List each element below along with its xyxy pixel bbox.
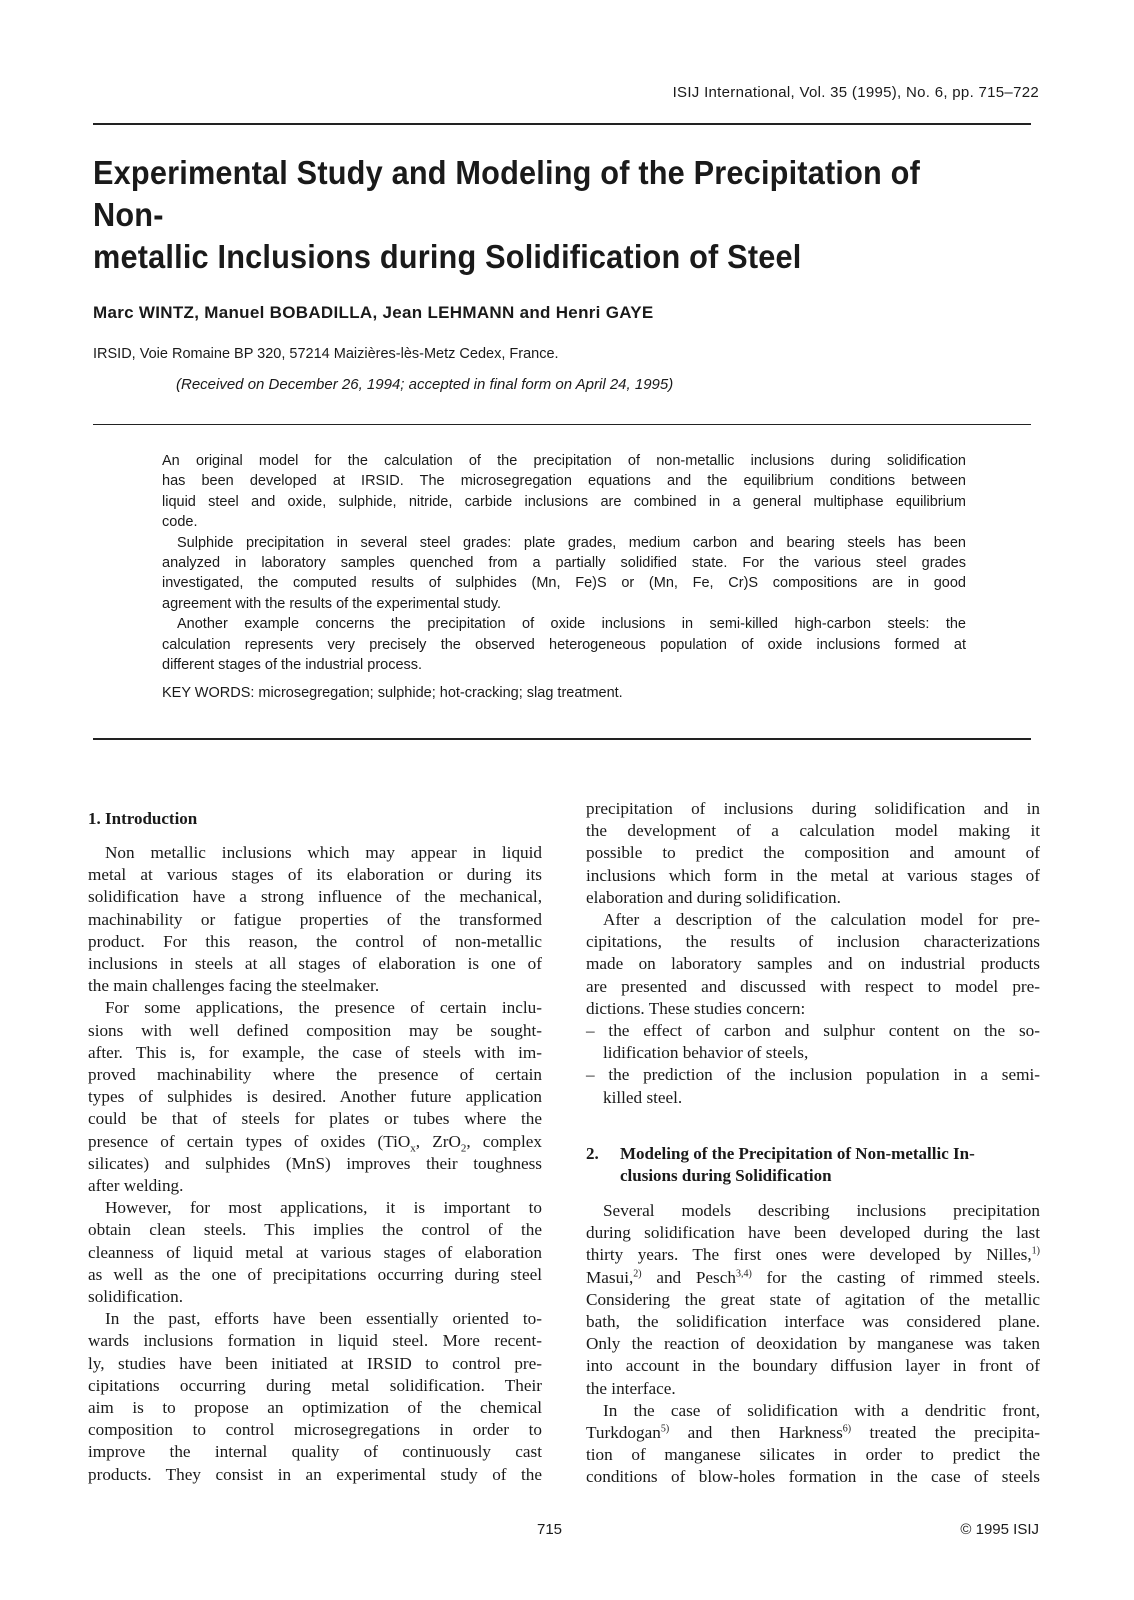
body-line: Only the reaction of deoxidation by manganese was taken: [586, 1334, 1040, 1354]
abstract-line: has been developed at IRSID. The microsegregation equations and the equilibrium conditions between: [162, 473, 966, 490]
body-line: proved machinability where the presence of certain: [88, 1065, 542, 1085]
body-line: product. For this reason, the control of non-metallic: [88, 931, 542, 951]
body-line: could be that of steels for plates or tubes where the: [88, 1109, 542, 1129]
body-line: silicates) and sulphides (MnS) improves their toughness: [88, 1153, 542, 1173]
abstract-line: Sulphide precipitation in several steel grades: plate grades, medium carbon and bearing steels has been: [177, 534, 966, 551]
body-line: For some applications, the presence of certain inclu-: [105, 998, 542, 1018]
author-list: Marc WINTZ, Manuel BOBADILLA, Jean LEHMANN and Henri GAYE: [93, 303, 654, 322]
body-line: the development of a calculation model making it: [586, 821, 1040, 841]
abstract-line: different stages of the industrial process.: [162, 657, 423, 674]
body-line: after. This is, for example, the case of steels with im-: [88, 1042, 542, 1062]
title-line: metallic Inclusions during Solidification of Steel: [93, 238, 802, 275]
body-line: the interface.: [586, 1378, 676, 1398]
body-line: cleanness of liquid metal at various stages of elaboration: [88, 1242, 542, 1262]
subscript: x: [410, 1142, 416, 1155]
citation: 5): [660, 1423, 670, 1435]
body-line: dictions. These studies concern:: [586, 998, 806, 1018]
body-line: Considering the great state of agitation of the metallic: [586, 1289, 1040, 1309]
citation: 1): [1031, 1245, 1040, 1257]
right-column-text: [586, 798, 1040, 1109]
body-line: [88, 1131, 542, 1153]
left-column-text: [88, 842, 542, 1486]
abstract-line: analyzed in laboratory samples quenched from a partially solidified state. For the various steel grades: [162, 555, 966, 572]
body-line: elaboration and during solidification.: [586, 887, 841, 907]
abstract-line: investigated, the computed results of sulphides (Mn, Fe)S or (Mn, Fe, Cr)S compositions are in good: [162, 575, 966, 592]
body-line: aim is to propose an optimization of the chemical: [88, 1398, 542, 1418]
list-item: – the effect of carbon and sulphur content on the so-: [586, 1021, 1040, 1041]
header-rule: [93, 123, 1031, 125]
body-line: types of sulphides is desired. Another future application: [88, 1087, 542, 1107]
subscript: 2: [460, 1142, 467, 1155]
abstract-line: liquid steel and oxide, sulphide, nitride, carbide inclusions are combined in a general multiphase equilibrium: [162, 493, 966, 510]
section-heading-line: Modeling of the Precipitation of Non-metallic In-: [620, 1144, 975, 1163]
list-item-continuation: killed steel.: [603, 1087, 683, 1107]
abstract-line: An original model for the calculation of the precipitation of non-metallic inclusions during solidification: [162, 453, 966, 469]
body-line: conditions of blow-holes formation in the case of steels: [586, 1467, 1040, 1487]
journal-reference: ISIJ International, Vol. 35 (1995), No. 6, pp. 715–722: [672, 84, 1039, 101]
copyright-notice: © 1995 ISIJ: [960, 1521, 1039, 1538]
list-item-continuation: lidification behavior of steels,: [603, 1043, 809, 1063]
body-line: [586, 1267, 1040, 1289]
text-run: , complex: [466, 1131, 542, 1151]
body-line: tion of manganese silicates in order to predict the: [586, 1445, 1040, 1465]
body-line: obtain clean steels. This implies the control of the: [88, 1220, 542, 1240]
text-run: treated the precipita-: [851, 1423, 1040, 1443]
body-line: Several models describing inclusions precipitation: [603, 1201, 1040, 1220]
body-line: possible to predict the composition and amount of: [586, 843, 1040, 863]
body-line: after welding.: [88, 1176, 184, 1196]
body-line: made on laboratory samples and on industrial products: [586, 954, 1040, 974]
text-run: and Pesch: [641, 1267, 736, 1287]
citation: 2): [633, 1267, 642, 1279]
text-run: , ZrO: [415, 1131, 461, 1151]
received-dates: (Received on December 26, 1994; accepted in final form on April 24, 1995): [176, 376, 674, 393]
section-number: 2.: [586, 1144, 599, 1163]
body-line: [586, 1422, 1040, 1444]
abstract-bottom-rule: [93, 738, 1031, 740]
citation: 3,4): [735, 1267, 752, 1279]
text-run: and then Harkness: [669, 1423, 843, 1443]
body-line: products. They consist in an experimental study of the: [88, 1464, 542, 1484]
body-line: In the case of solidification with a dendritic front,: [603, 1400, 1040, 1420]
body-line: improve the internal quality of continuously cast: [88, 1442, 542, 1462]
body-line: into account in the boundary diffusion layer in front of: [586, 1356, 1040, 1376]
body-line: composition to control microsegregations in order to: [88, 1420, 542, 1440]
body-line: After a description of the calculation model for pre-: [603, 910, 1040, 930]
body-line: cipitations, the results of inclusion characterizations: [586, 932, 1040, 952]
section-1-heading: 1. Introduction: [88, 809, 198, 828]
body-line: solidification have a strong influence of the mechanical,: [88, 887, 542, 907]
body-line: metal at various stages of its elaboration or during its: [88, 865, 542, 885]
body-line: In the past, efforts have been essentially oriented to-: [105, 1309, 542, 1329]
title-line: Experimental Study and Modeling of the Precipitation of Non-: [93, 154, 921, 233]
abstract-top-rule: [93, 424, 1031, 425]
citation: 6): [842, 1423, 852, 1435]
body-line: solidification.: [88, 1287, 183, 1307]
abstract-line: agreement with the results of the experimental study.: [162, 595, 502, 612]
body-line: sions with well defined composition may be sought-: [88, 1020, 542, 1040]
body-line: inclusions which form in the metal at various stages of: [586, 865, 1040, 885]
text-run: for the casting of rimmed steels.: [751, 1267, 1040, 1287]
body-line: ly, studies have been initiated at IRSID to control pre-: [88, 1353, 542, 1373]
body-line: cipitations occurring during metal solidification. Their: [88, 1375, 542, 1395]
body-line: are presented and discussed with respect to model pre-: [586, 976, 1040, 996]
abstract: [162, 451, 966, 675]
page-number: 715: [537, 1521, 563, 1538]
body-line: precipitation of inclusions during solidification and in: [586, 799, 1040, 818]
text-run: Masui,: [586, 1267, 634, 1287]
body-line: wards inclusions formation in liquid steel. More recent-: [88, 1331, 542, 1351]
body-line: machinability or fatigue properties of the transformed: [88, 909, 542, 929]
keywords: KEY WORDS: microsegregation; sulphide; hot-cracking; slag treatment.: [162, 685, 623, 701]
section-2-heading: [586, 1143, 1036, 1187]
affiliation: IRSID, Voie Romaine BP 320, 57214 Maizières-lès-Metz Cedex, France.: [93, 346, 559, 362]
text-run: thirty years. The first ones were developed by Nilles,: [586, 1245, 1032, 1265]
section-heading-line: clusions during Solidification: [620, 1166, 832, 1185]
text-run: Turkdogan: [586, 1423, 661, 1443]
body-line: during solidification have been developed during the last: [586, 1223, 1040, 1243]
body-line: Non metallic inclusions which may appear in liquid: [105, 843, 542, 862]
abstract-line: calculation represents very precisely the observed heterogeneous population of oxide inclusions formed at: [162, 636, 966, 653]
body-line: the main challenges facing the steelmaker.: [88, 976, 380, 996]
body-line: However, for most applications, it is important to: [105, 1198, 542, 1218]
article-title: [93, 152, 977, 278]
abstract-line: Another example concerns the precipitation of oxide inclusions in semi-killed high-carbon steels: the: [177, 616, 966, 633]
body-line: as well as the one of precipitations occurring during steel: [88, 1264, 542, 1284]
abstract-line: code.: [162, 514, 198, 531]
section-2-text: [586, 1200, 1040, 1489]
text-run: presence of certain types of oxides (TiO: [88, 1131, 411, 1151]
list-item: – the prediction of the inclusion population in a semi-: [586, 1065, 1040, 1085]
body-line: inclusions in steels at all stages of elaboration is one of: [88, 954, 542, 974]
body-line: [586, 1244, 1040, 1266]
body-line: bath, the solidification interface was considered plane.: [586, 1312, 1040, 1332]
